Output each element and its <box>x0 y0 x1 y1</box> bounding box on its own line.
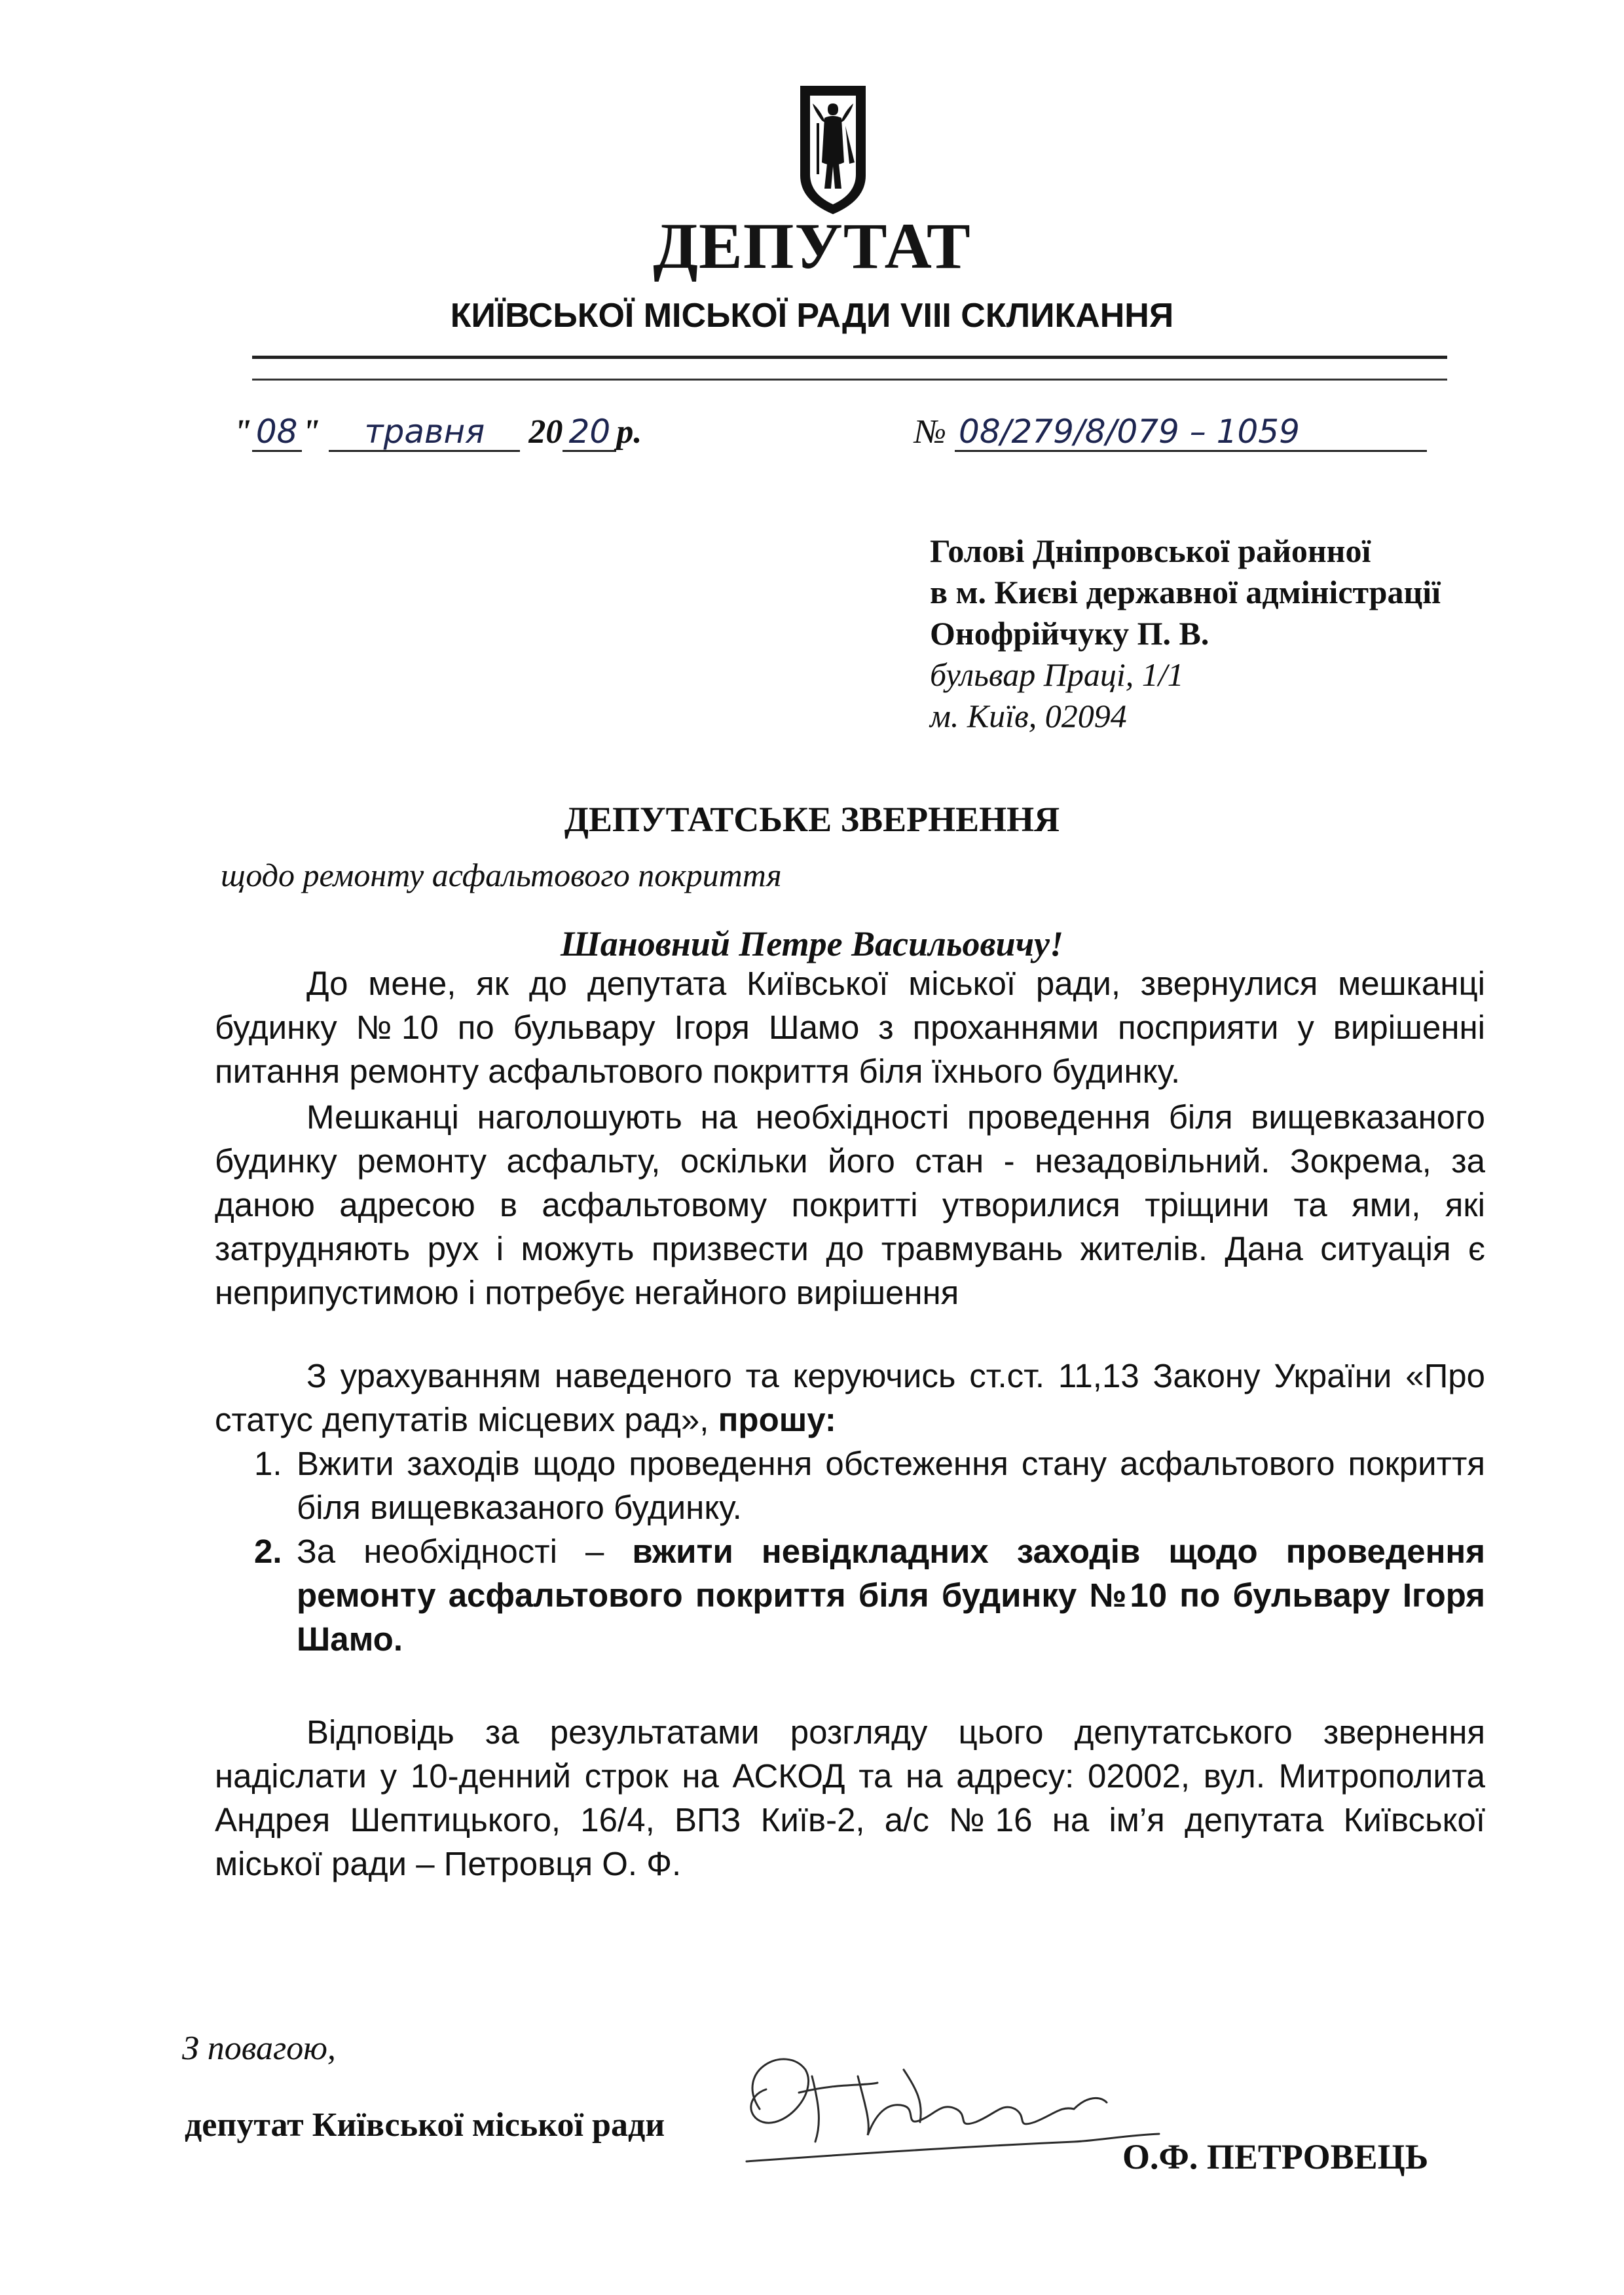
list-item-2-bold: вжити невідкладних заходів щодо проведення ремонту асфальтового покриття біля будинку №10 по бульвару Ігоря Шамо. <box>297 1533 1485 1658</box>
letter-body <box>215 961 1485 1886</box>
date-year: 20 <box>563 414 616 452</box>
request-list <box>215 1442 1485 1661</box>
list-item <box>215 1529 1485 1661</box>
addressee-line-2: в м. Києві державної адміністрації <box>930 574 1441 610</box>
header-rule-thin <box>252 379 1447 381</box>
date-day: 08 <box>252 414 302 452</box>
list-item-1-marker: 1. <box>254 1445 282 1482</box>
page-title: ДЕПУТАТ <box>653 210 971 282</box>
appeal-heading: ДЕПУТАТСЬКЕ ЗВЕРНЕННЯ <box>564 800 1060 839</box>
salutation: Шановний Петре Васильовичу! <box>560 924 1064 963</box>
council-subtitle: КИЇВСЬКОЇ МІСЬКОЇ РАДИ VIII СКЛИКАННЯ <box>450 297 1174 335</box>
paragraph-3 <box>215 1354 1485 1442</box>
number-value: 08/279/8/079 – 1059 <box>955 414 1427 452</box>
list-item <box>215 1442 1485 1529</box>
addressee-line-5: м. Київ, 02094 <box>930 698 1127 734</box>
signer-position: депутат Київської міської ради <box>185 2106 665 2144</box>
letter-number <box>914 413 1427 452</box>
date-year-prefix: 20 <box>528 413 563 451</box>
signer-name: О.Ф. ПЕТРОВЕЦЬ <box>1122 2137 1429 2176</box>
paragraph-3-text: З урахуванням наведеного та керуючись ст.ст. 11,13 Закону України «Про статус депутатів місцевих рад», <box>215 1357 1485 1438</box>
appeal-subject: щодо ремонту асфальтового покриття <box>221 857 782 893</box>
regards: З повагою, <box>182 2030 336 2067</box>
header-rule-thick <box>252 356 1447 359</box>
addressee-block <box>930 531 1441 737</box>
date-quote-open: " <box>233 413 252 451</box>
list-item-2-text: За необхідності – <box>297 1533 604 1570</box>
paragraph-2: Мешканці наголошують на необхідності проведення біля вищевказаного будинку ремонту асфальту, оскільки його стан - незадовільний. Зокрема, за даною адресою в асфальтовому покритті утворилися тріщини та ями, які затрудняють рух і можуть призвести до травмувань жителів. Дана ситуація є неприпустимою і потребує негайного вирішення <box>215 1098 1485 1311</box>
date-suffix: р. <box>616 413 642 451</box>
addressee-line-4: бульвар Праці, 1/1 <box>930 656 1184 693</box>
letter-date <box>233 413 642 452</box>
kyiv-archangel-emblem-icon <box>798 84 868 216</box>
list-item-1-text: Вжити заходів щодо проведення обстеження стану асфальтового покриття біля вищевказаного будинку. <box>297 1445 1485 1526</box>
handwritten-signature <box>707 2030 1166 2194</box>
paragraph-4: Відповідь за результатами розгляду цього депутатського звернення надіслати у 10-денний строк на АСКОД та на адресу: 02002, вул. Митрополита Андрея Шептицького, 16/4, ВПЗ Київ-2, а/с №16 на ім’я депутата Київської міської ради – Петровця О. Ф. <box>215 1713 1485 1882</box>
addressee-line-1: Голові Дніпровської районної <box>930 532 1371 569</box>
date-month: травня <box>329 414 520 452</box>
date-quote-close: " <box>301 413 321 451</box>
paragraph-1: До мене, як до депутата Київської міської ради, звернулися мешканці будинку №10 по бульвару Ігоря Шамо з проханнями посприяти у вирішенні питання ремонту асфальтового покриття біля їхнього будинку. <box>215 965 1485 1090</box>
paragraph-3-request: прошу: <box>718 1401 836 1438</box>
number-prefix: № <box>914 413 947 451</box>
addressee-line-3: Онофрійчуку П. В. <box>930 615 1209 652</box>
list-item-2-marker: 2. <box>254 1533 282 1570</box>
